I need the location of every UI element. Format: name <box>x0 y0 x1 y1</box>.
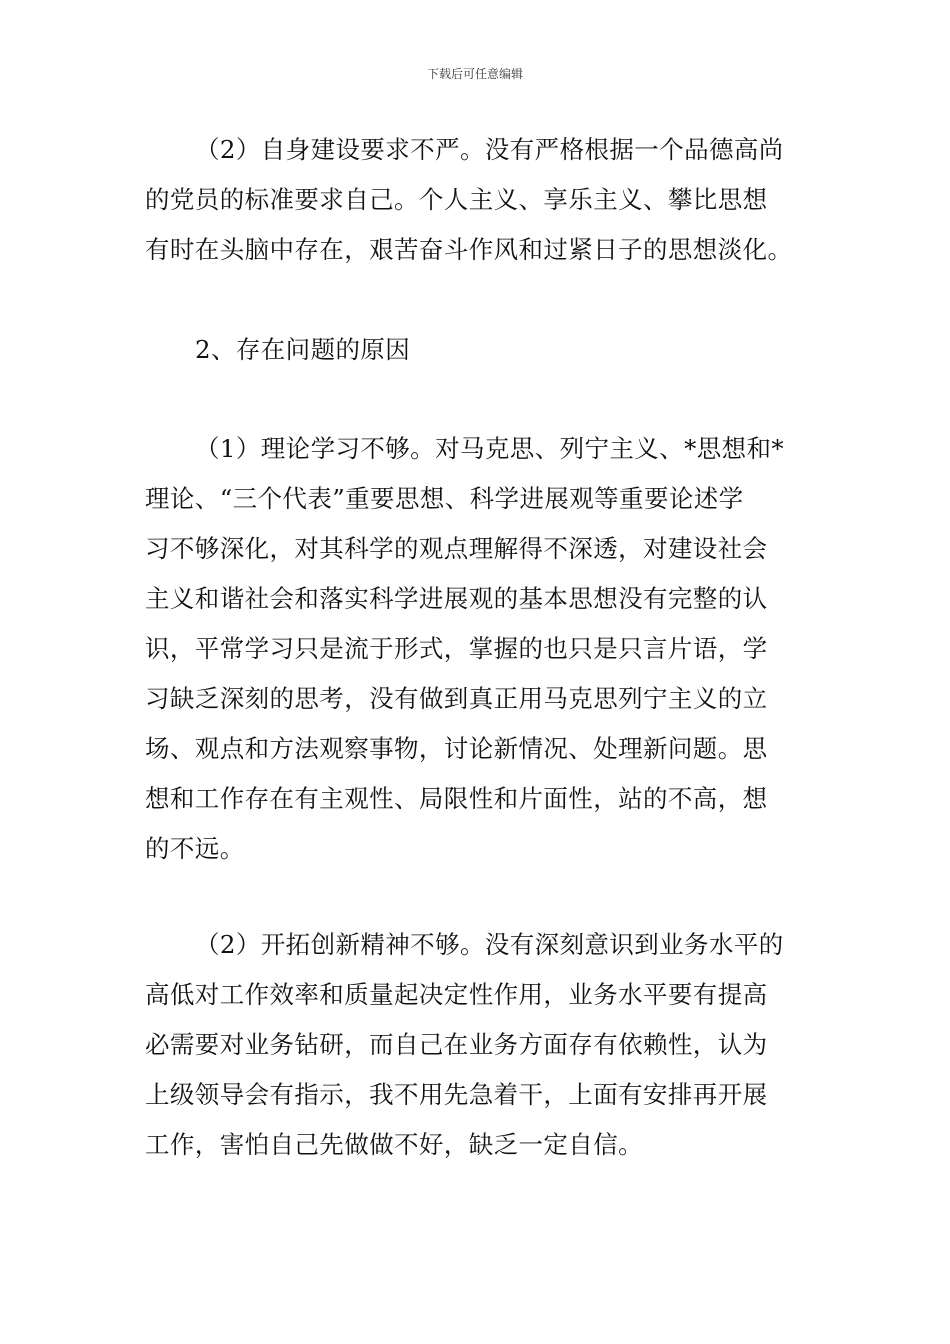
text-line: 高低对工作效率和质量起决定性作用，业务水平要有提高 <box>145 980 768 1009</box>
text-line: 习不够深化，对其科学的观点理解得不深透，对建设社会 <box>145 534 768 563</box>
paragraph-innovation-spirit <box>145 920 807 1170</box>
text-line: 理论、“三个代表”重要思想、科学进展观等重要论述学 <box>145 484 744 513</box>
paragraph-self-construction <box>145 125 807 275</box>
text-line: 识，平常学习只是流于形式，掌握的也只是只言片语，学 <box>145 634 768 663</box>
section-heading-causes <box>145 325 807 375</box>
text-line: 必需要对业务钻研，而自己在业务方面存有依赖性，认为 <box>145 1030 768 1059</box>
text-line: 主义和谐社会和落实科学进展观的基本思想没有完整的认 <box>145 584 768 613</box>
text-line: 的党员的标准要求自己。个人主义、享乐主义、攀比思想 <box>145 185 768 214</box>
text-line: （2）自身建设要求不严。没有严格根据一个品德高尚 <box>195 135 784 164</box>
text-line: 场、观点和方法观察事物，讨论新情况、处理新问题。思 <box>145 734 768 763</box>
page-header: 下载后可任意编辑 <box>426 67 523 81</box>
text-line: 的不远。 <box>145 834 245 863</box>
text-line: 工作，害怕自己先做做不好，缺乏一定自信。 <box>145 1130 643 1159</box>
text-line: 习缺乏深刻的思考，没有做到真正用马克思列宁主义的立 <box>145 684 768 713</box>
section-heading: 2、存在问题的原因 <box>195 335 411 364</box>
text-line: （1）理论学习不够。对马克思、列宁主义、*思想和* <box>195 434 785 463</box>
text-line: （2）开拓创新精神不够。没有深刻意识到业务水平的 <box>195 930 784 959</box>
text-line: 上级领导会有指示，我不用先急着干，上面有安排再开展 <box>145 1080 768 1109</box>
text-line: 有时在头脑中存在，艰苦奋斗作风和过紧日子的思想淡化。 <box>145 235 793 264</box>
text-line: 想和工作存在有主观性、局限性和片面性，站的不高，想 <box>145 784 768 813</box>
paragraph-theory-study <box>145 424 807 874</box>
